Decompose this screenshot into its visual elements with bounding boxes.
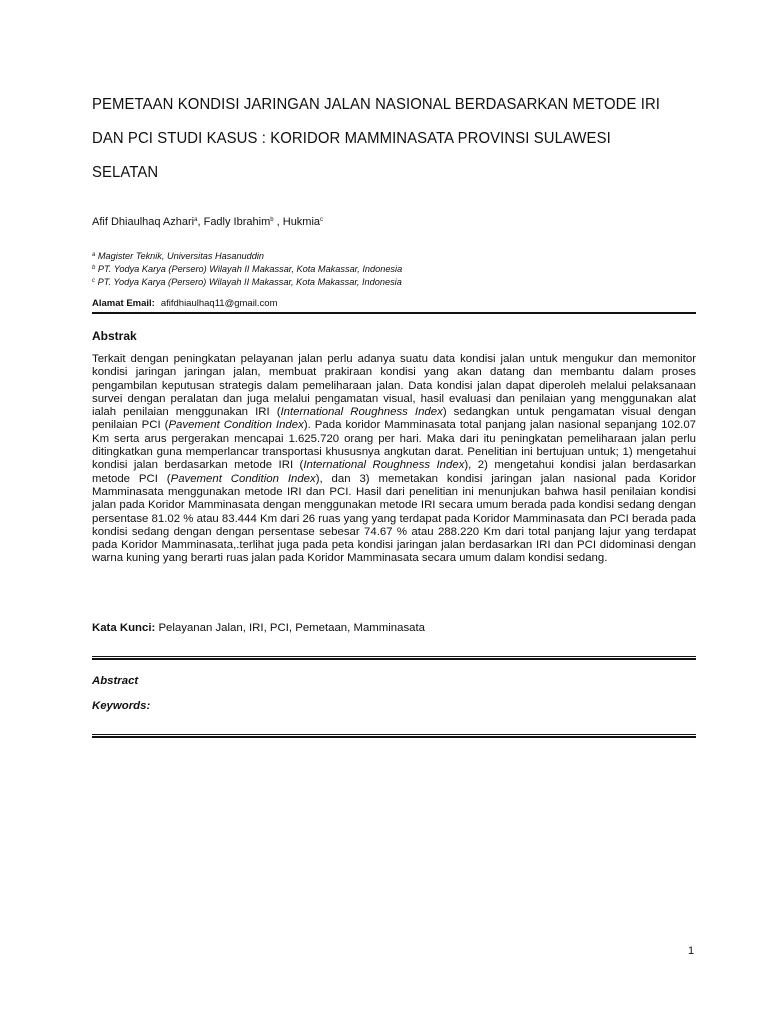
- author-separator: ,: [273, 216, 283, 228]
- author-list: [92, 216, 323, 228]
- author-name: Afif Dhiaulhaq Azhari: [92, 216, 195, 228]
- affiliation-text: Magister Teknik, Universitas Hasanuddin: [97, 251, 265, 261]
- kata-kunci: [92, 622, 425, 634]
- author-affil-mark: b: [270, 217, 274, 223]
- author-affil-mark: c: [320, 217, 324, 223]
- section-divider-bottom: [92, 734, 696, 738]
- contact-email: [92, 298, 278, 309]
- affiliation-list: [92, 249, 402, 288]
- abstrak-text: ). Pada koridor Mamminasata total panjang jalan nasional sepanjang 102.07 Km serta arus pergerakan mencapai 1.625.720 orang per hari. Maka dari itu peningkatan pemeliharaan jalan perlu ditingkatkan guna memperlancar transportasi khususnya angkutan darat. Penelitian ini bertujuan untuk; 1) mengetahui kondisi jalan berdasarkan metode IRI (: [92, 419, 697, 472]
- header-divider: [92, 312, 696, 314]
- affiliation-mark: c: [92, 278, 95, 284]
- page-number: 1: [688, 945, 695, 957]
- abstrak-term: Pavement Condition Index: [170, 472, 316, 485]
- abstrak-heading: Abstrak: [92, 329, 137, 343]
- abstrak-term: International Roughness Index: [303, 459, 465, 472]
- author-separator: ,: [197, 216, 204, 228]
- abstract-heading: Abstract: [92, 675, 139, 687]
- abstrak-term: International Roughness Index: [280, 406, 443, 419]
- abstrak-text: ), dan 3) memetakan kondisi jaringan jalan nasional pada Koridor Mamminasata menggunakan metode IRI dan PCI. Hasil dari penelitian ini menunjukan bahwa hasil penilaian kondisi jalan pada Koridor Mamminasata dengan menggunakan metode IRI secara umum berada pada kondisi sedang dengan persentase 81.02 % atau 83.444 Km dari 26 ruas yang yang terdapat pada Koridor Mamminasata dan PCI berada pada kondisi sedang dengan dengan persentase sebesar 74.67 % atau 288.220 Km dari total panjang lajur yang terdapat pada Koridor Mamminasata,.terlihat juga pada peta kondisi jaringan jalan berdasarkan IRI dan PCI didominasi dengan warna kuning yang berarti ruas jalan pada Koridor Mamminasata secara umum dalam kondisi sedang.: [92, 472, 696, 565]
- affiliation-text: PT. Yodya Karya (Persero) Wilayah II Makassar, Kota Makassar, Indonesia: [97, 277, 402, 287]
- affiliation-text: PT. Yodya Karya (Persero) Wilayah II Makassar, Kota Makassar, Indonesia: [97, 264, 403, 274]
- author-name: Fadly Ibrahim: [203, 216, 271, 228]
- title-line-3: SELATAN: [92, 164, 159, 181]
- abstrak-text: ), 2) mengetahui kondisi jalan berdasarkan metode PCI (: [92, 459, 696, 485]
- email-address[interactable]: afifdhiaulhaq11@gmail.com: [160, 298, 278, 309]
- author-name: Hukmia: [282, 216, 321, 228]
- title-line-2: DAN PCI STUDI KASUS : KORIDOR MAMMINASATA PROVINSI SULAWESI: [92, 130, 611, 147]
- affiliation-item: [92, 249, 402, 262]
- paper-title: [92, 88, 695, 190]
- author-affil-mark: a: [194, 217, 198, 223]
- keywords-heading: Keywords:: [92, 700, 151, 712]
- abstrak-term: Pavement Condition Index: [168, 419, 304, 432]
- abstrak-text: Terkait dengan peningkatan pelayanan jalan perlu adanya suatu data kondisi jalan untuk mengukur dan memonitor kondisi jaringan jaringan jalan, membuat prakiraan kondisi yang akan datang dan membantu dalam proses pengambilan keputusan strategis dalam pemeliharaan jalan. Data kondisi jalan dapat diperoleh melalui pelaksanaan survei dengan peralatan dan juga melalui pengamatan visual, hasil evaluasi dan penilaian yang menggunakan alat ialah penilaian menggunakan IRI (: [92, 353, 696, 419]
- section-divider-top: [92, 656, 696, 660]
- affiliation-mark: a: [92, 252, 96, 258]
- kata-kunci-value: Pelayanan Jalan, IRI, PCI, Pemetaan, Mamminasata: [155, 622, 426, 634]
- abstrak-paragraph: [92, 353, 696, 566]
- affiliation-item: [92, 275, 402, 288]
- email-label: Alamat Email:: [92, 298, 155, 309]
- affiliation-item: [92, 262, 402, 275]
- abstrak-text: ) sedangkan untuk pengamatan visual dengan penilaian PCI (: [92, 406, 697, 432]
- kata-kunci-label: Kata Kunci:: [92, 622, 156, 634]
- affiliation-mark: b: [92, 265, 96, 271]
- title-line-1: PEMETAAN KONDISI JARINGAN JALAN NASIONAL BERDASARKAN METODE IRI: [92, 96, 661, 113]
